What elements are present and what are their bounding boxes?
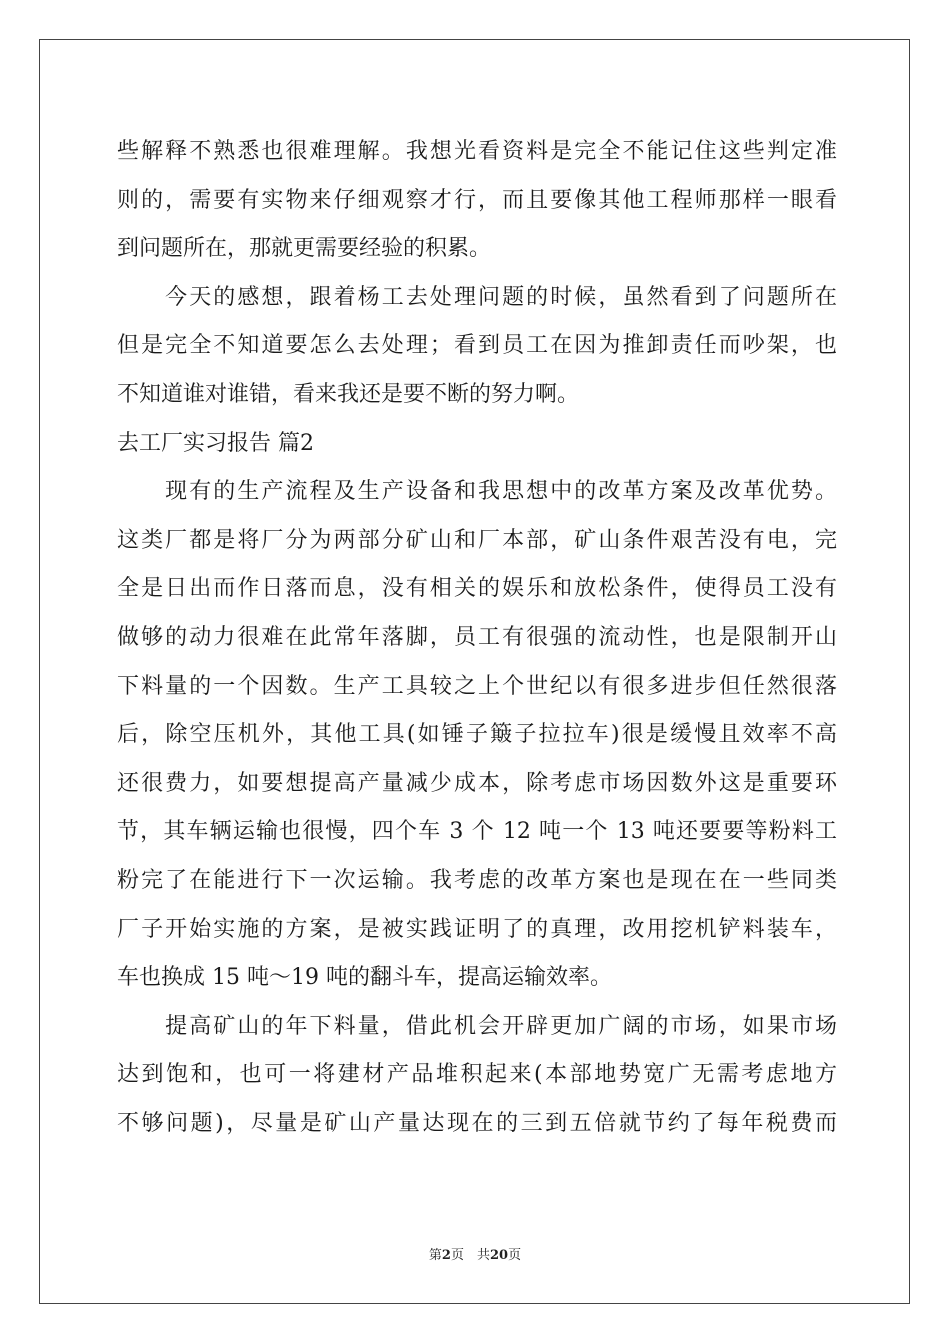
text-line: 下料量的一个因数。生产工具较之上个世纪以有很多进步但任然很落 [117, 673, 837, 699]
page-footer [0, 1244, 950, 1263]
text-line: 但是完全不知道要怎么去处理；看到员工在因为推卸责任而吵架，也 [117, 333, 837, 359]
text-line: 粉完了在能进行下一次运输。我考虑的改革方案也是现在在一些同类 [117, 867, 837, 893]
page-prefix: 第 [428, 1248, 442, 1263]
text-line: 达到饱和，也可一将建材产品堆积起来(本部地势宽广无需考虑地方 [117, 1062, 837, 1088]
page-total: 20 [489, 1248, 509, 1263]
text-line: 做够的动力很难在此常年落脚，员工有很强的流动性，也是限制开山 [117, 624, 837, 650]
section-heading: 去工厂实习报告 篇2 [117, 430, 314, 456]
text-line: 些解释不熟悉也很难理解。我想光看资料是完全不能记住这些判定准 [117, 139, 837, 164]
document-body [117, 128, 837, 1148]
page-suffix: 页 [508, 1248, 522, 1263]
text-line: 则的，需要有实物来仔细观察才行，而且要像其他工程师那样一眼看 [117, 187, 837, 213]
text-line: 节，其车辆运输也很慢，四个车 3 个 12 吨一个 13 吨还要要等粉料工 [117, 819, 837, 845]
text-line: 到问题所在，那就更需要经验的积累。 [117, 236, 492, 262]
text-line: 车也换成 15 吨～19 吨的翻斗车，提高运输效率。 [117, 965, 612, 991]
text-line: 还很费力，如要想提高产量减少成本，除考虑市场因数外这是重要环 [117, 770, 837, 796]
text-line: 提高矿山的年下料量，借此机会开辟更加广阔的市场，如果市场 [117, 1013, 837, 1039]
page-current: 2 [441, 1248, 451, 1263]
page-mid: 页 共 [450, 1248, 490, 1263]
text-line: 不够问题)，尽量是矿山产量达现在的三到五倍就节约了每年税费而 [117, 1110, 837, 1136]
text-line: 这类厂都是将厂分为两部分矿山和厂本部，矿山条件艰苦没有电，完 [117, 527, 837, 553]
text-line: 厂子开始实施的方案，是被实践证明了的真理，改用挖机铲料装车， [117, 916, 837, 942]
text-line: 全是日出而作日落而息，没有相关的娱乐和放松条件，使得员工没有 [117, 576, 837, 602]
text-line: 现有的生产流程及生产设备和我思想中的改革方案及改革优势。 [117, 479, 837, 505]
text-line: 今天的感想，跟着杨工去处理问题的时候，虽然看到了问题所在 [117, 284, 837, 310]
text-line: 不知道谁对谁错，看来我还是要不断的努力啊。 [117, 381, 580, 407]
text-line: 后，除空压机外，其他工具(如锤子簸子拉拉车)很是缓慢且效率不高 [117, 722, 837, 748]
